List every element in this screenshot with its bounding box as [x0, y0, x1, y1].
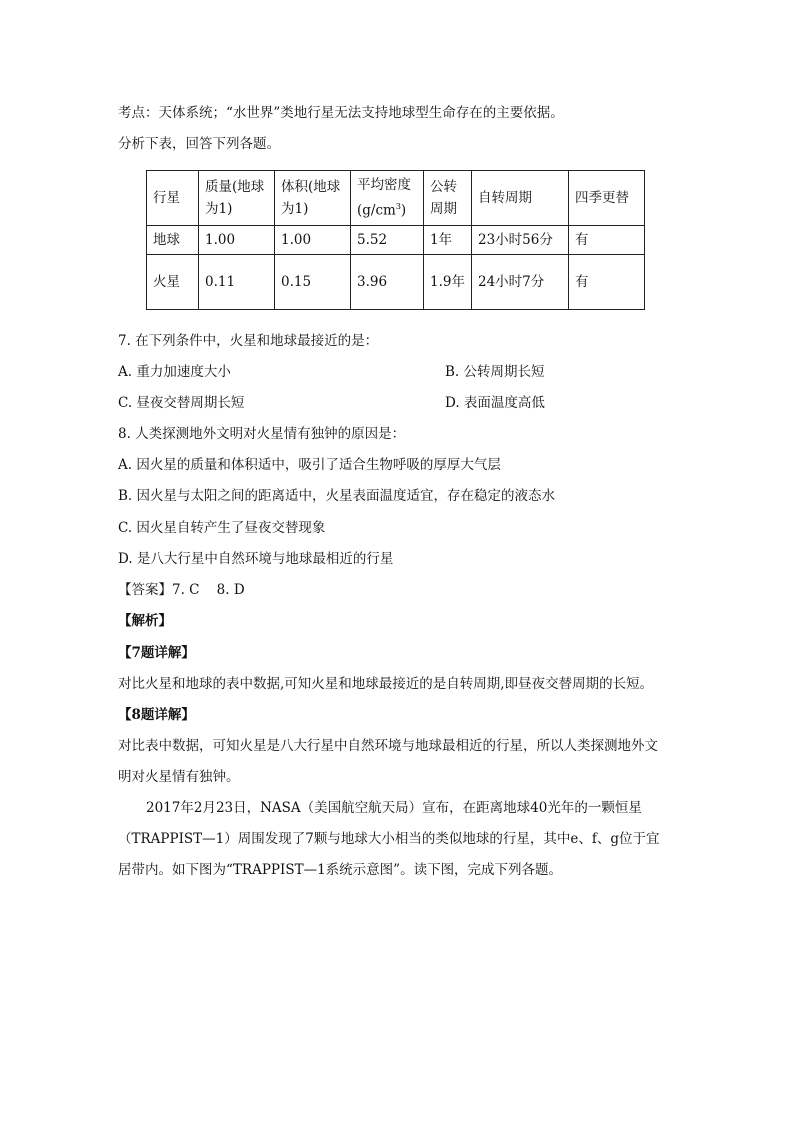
- detail8-text-2: 明对火星情有独钟。: [118, 769, 240, 785]
- q7-option-c: C. 昼夜交替周期长短: [118, 395, 245, 411]
- table-cell: 火星: [147, 255, 199, 310]
- analysis-title: 【解析】: [118, 613, 172, 629]
- answer-line: [118, 580, 245, 600]
- table-row: [147, 255, 645, 310]
- density-sup: 3: [395, 202, 401, 212]
- table-cell: 5.52: [351, 226, 424, 255]
- table-cell: 地球: [147, 226, 199, 255]
- table-cell: 3.96: [351, 255, 424, 310]
- table-cell: 23小时56分: [472, 226, 569, 255]
- table-cell: 1年: [424, 226, 472, 255]
- q7-option-d: D. 表面温度高低: [445, 395, 545, 411]
- table-cell: 1.00: [199, 226, 275, 255]
- table-cell: 有: [569, 226, 645, 255]
- header-cell: 四季更替: [569, 171, 645, 226]
- header-cell: 行星: [147, 171, 199, 226]
- passage-line-2: （TRAPPIST—1）周围发现了7颗与地球大小相当的类似地球的行星，其中e、f、g位于宜: [118, 831, 660, 847]
- q8-option-b: B. 因火星与太阳之间的距离适中，火星表面温度适宜，存在稳定的液态水: [118, 488, 556, 504]
- detail7-text: 对比火星和地球的表中数据,可知火星和地球最接近的是自转周期,即昼夜交替周期的长短。: [118, 676, 654, 692]
- table-row: [147, 226, 645, 255]
- q7-option-a: A. 重力加速度大小: [118, 364, 231, 380]
- header-cell: 公转周期: [424, 171, 472, 226]
- table-cell: 24小时7分: [472, 255, 569, 310]
- header-cell: 质量(地球为1): [199, 171, 275, 226]
- header-cell: 自转周期: [472, 171, 569, 226]
- table-cell: 0.11: [199, 255, 275, 310]
- intro-line: 分析下表，回答下列各题。: [118, 136, 280, 152]
- passage-line-3: 居带内。如下图为“TRAPPIST—1系统示意图”。读下图，完成下列各题。: [118, 862, 563, 878]
- answer-text: 【答案】7. C 8. D: [118, 582, 245, 598]
- table-cell: 0.15: [275, 255, 351, 310]
- q8-option-d: D. 是八大行星中自然环境与地球最相近的行星: [118, 551, 394, 567]
- q8-stem: 8. 人类探测地外文明对火星情有独钟的原因是：: [118, 426, 406, 442]
- table-cell: 有: [569, 255, 645, 310]
- table-cell: 1.00: [275, 226, 351, 255]
- q7-option-b: B. 公转周期长短: [445, 364, 545, 380]
- table-header-row: [147, 171, 645, 226]
- detail8-text-1: 对比表中数据，可知火星是八大行星中自然环境与地球最相近的行星，所以人类探测地外文: [118, 738, 658, 754]
- detail7-title: 【7题详解】: [118, 645, 195, 661]
- passage-line-1: 2017年2月23日，NASA（美国航空航天局）宣布，在距离地球40光年的一颗恒星: [146, 800, 642, 816]
- q8-option-a: A. 因火星的质量和体积适中，吸引了适合生物呼吸的厚厚大气层: [118, 457, 501, 473]
- q7-stem: 7. 在下列条件中，火星和地球最接近的是：: [118, 333, 379, 349]
- table-cell: 1.9年: [424, 255, 472, 310]
- detail8-title: 【8题详解】: [118, 707, 195, 723]
- kaodian-line: 考点：天体系统；“水世界”类地行星无法支持地球型生命存在的主要依据。: [118, 105, 564, 121]
- density-close: ): [400, 202, 407, 219]
- density-label: 平均密度(g/cm: [357, 177, 411, 219]
- header-cell-density: [351, 171, 424, 226]
- q8-option-c: C. 因火星自转产生了昼夜交替现象: [118, 520, 326, 536]
- planet-table: [146, 170, 645, 310]
- header-cell: 体积(地球为1): [275, 171, 351, 226]
